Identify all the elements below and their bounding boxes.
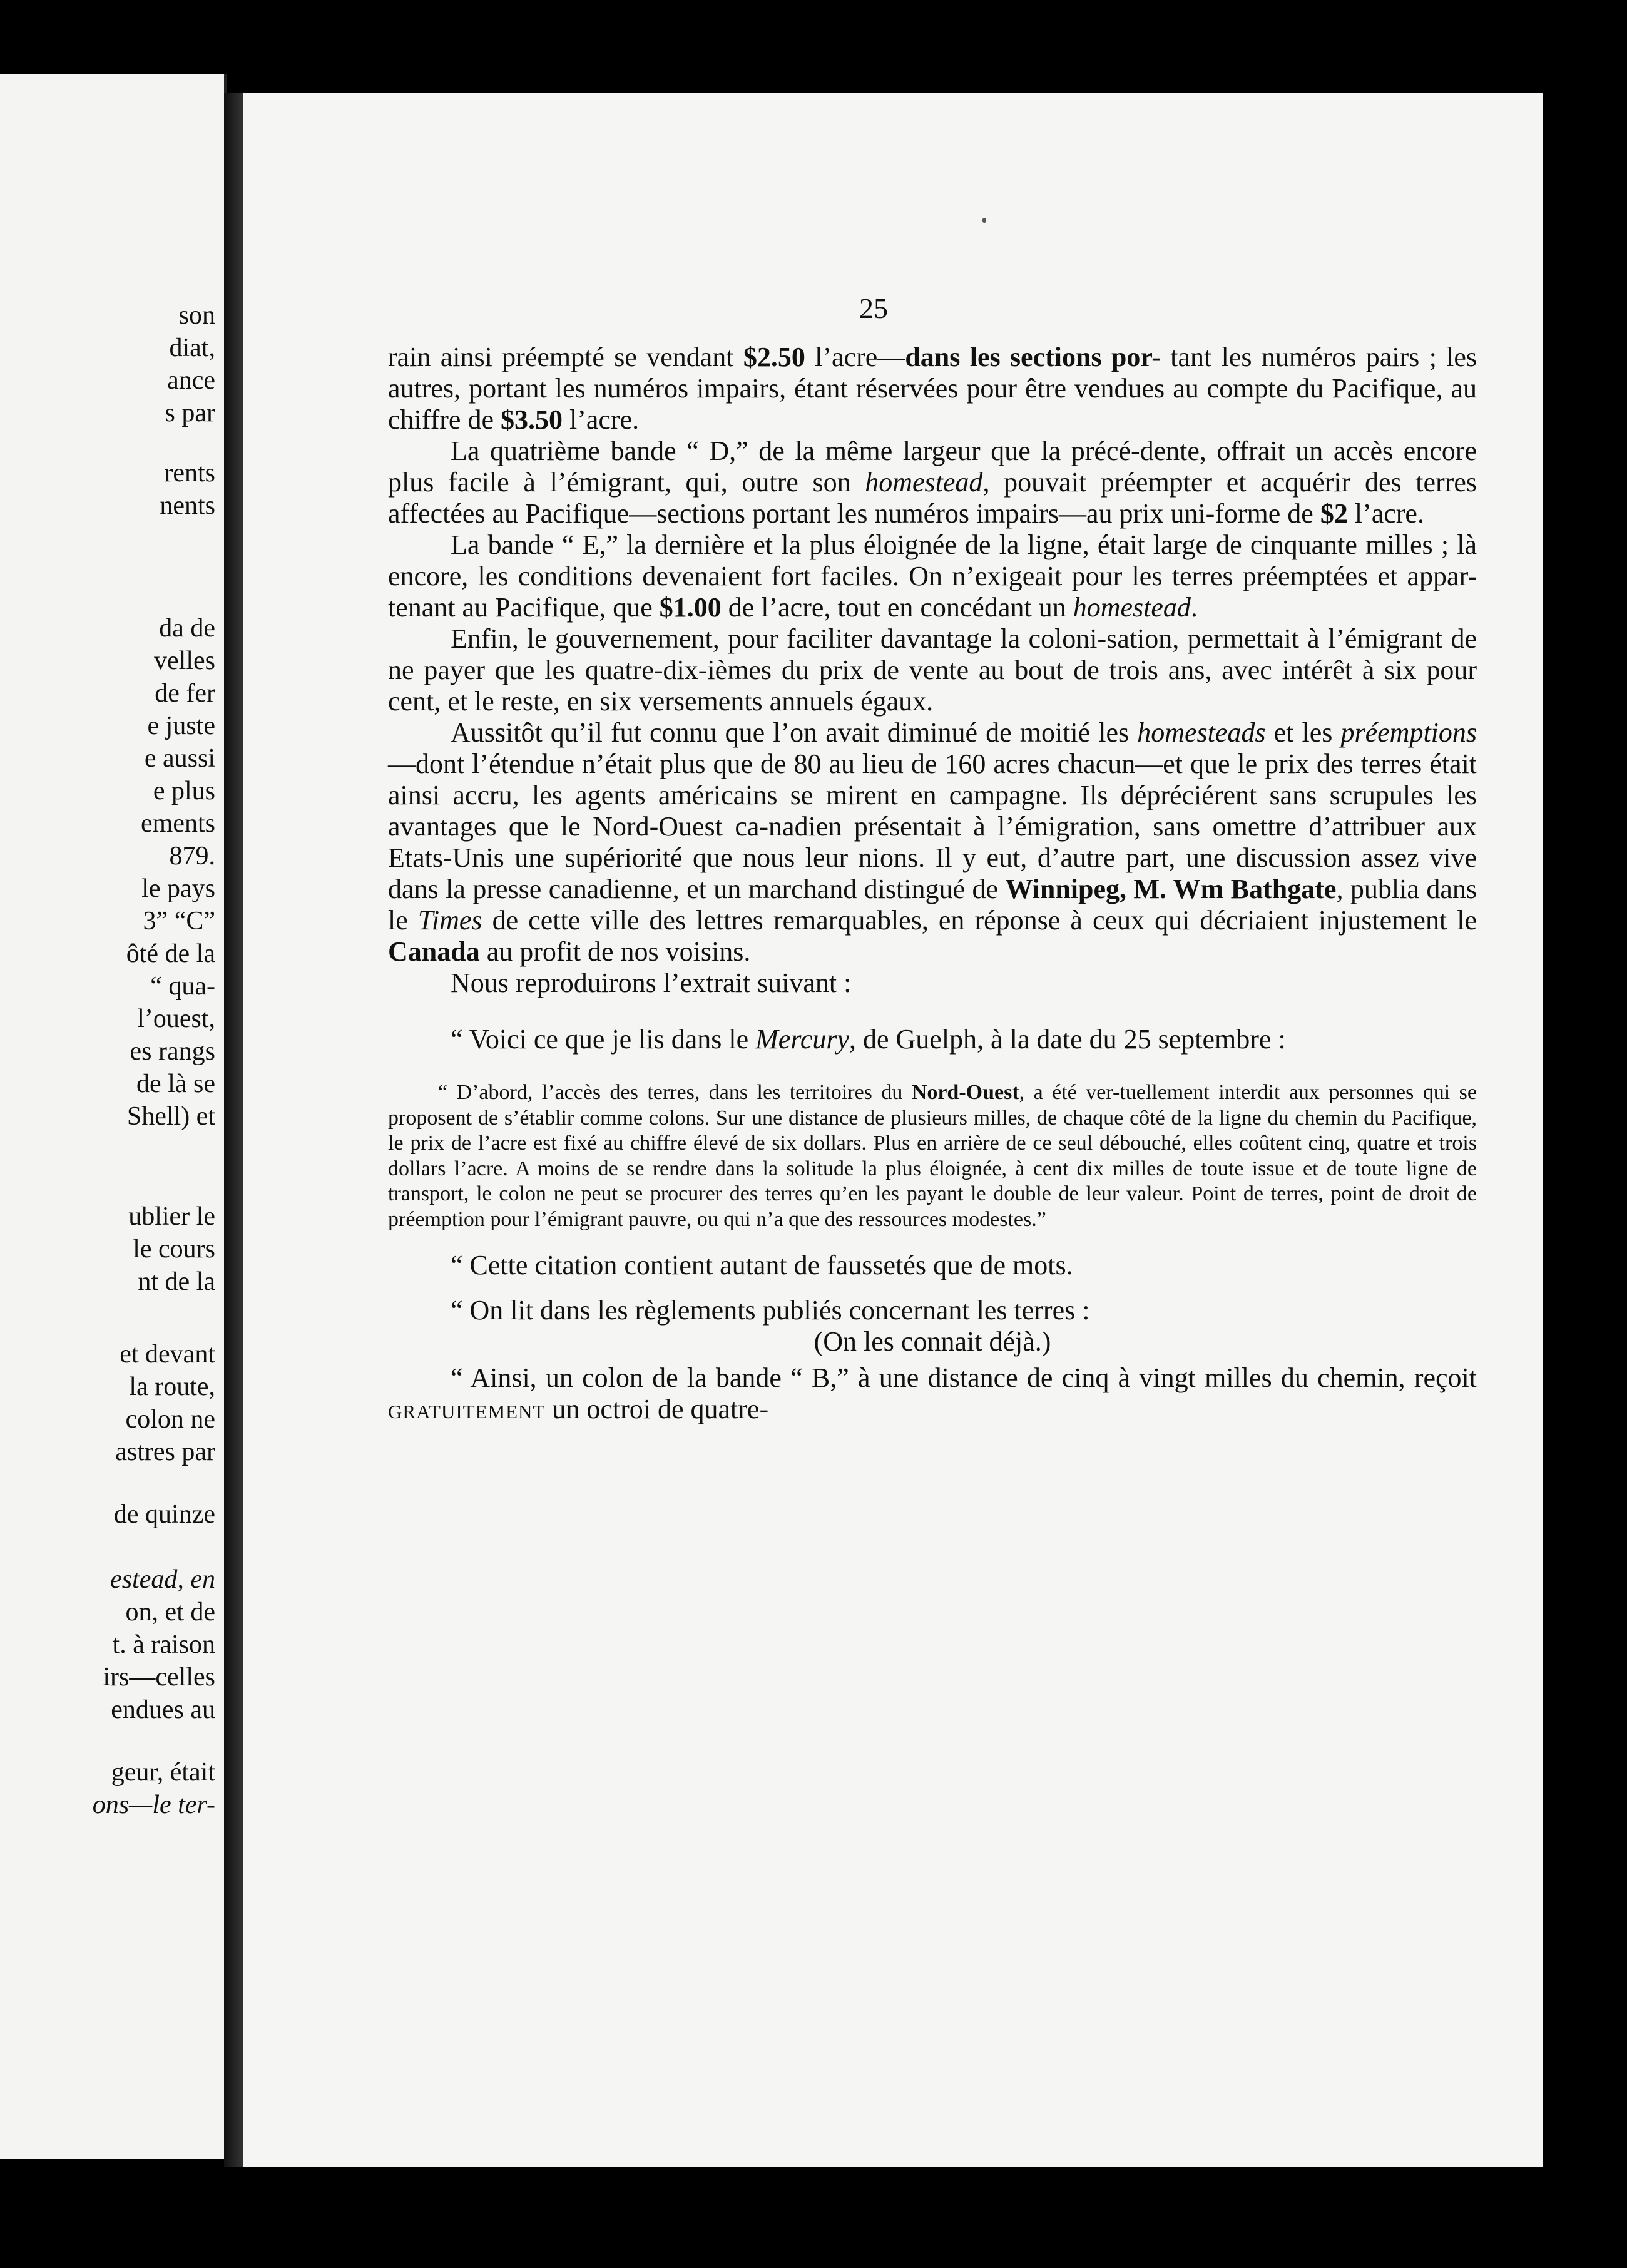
facing-page-line: ons—le ter-	[92, 1790, 215, 1819]
facing-page-line: ements	[141, 809, 215, 838]
text: “ Cette citation contient autant de faussetés que de mots.	[451, 1250, 1073, 1280]
spacer	[388, 1232, 1477, 1250]
text: , de Guelph, à la date du 25 septembre :	[849, 1024, 1286, 1055]
paragraph-gouvernement	[388, 623, 1477, 717]
paragraph-citation	[388, 1250, 1477, 1281]
bold-text: Canada	[388, 936, 480, 967]
facing-page-line: da de	[159, 614, 215, 643]
page-number: 25	[859, 292, 888, 324]
text: , pouvait préempter et acquérir des terres affectées au Pacifique—sections portant les numéros impairs—au prix uni-forme de	[388, 467, 1477, 529]
facing-page-line: endues au	[111, 1695, 215, 1724]
price: $3.50	[500, 404, 563, 435]
facing-page-line: et devant	[120, 1340, 215, 1369]
paragraph-extrait	[388, 968, 1477, 999]
facing-page-line: ance	[167, 366, 215, 395]
spacer	[388, 1281, 1477, 1295]
page-body	[388, 342, 1477, 1425]
price: $1.00	[659, 592, 722, 623]
facing-page-line: 879.	[169, 842, 215, 871]
page-gutter-shadow	[224, 93, 243, 2167]
facing-page-line: son	[178, 301, 215, 330]
italic-term: Times	[417, 905, 482, 936]
text: de cette ville des lettres remarquables, en réponse à ceux qui décriaient injustement le	[482, 905, 1477, 936]
facing-page-line: de là se	[136, 1070, 215, 1098]
paragraph-aussitot	[388, 717, 1477, 968]
facing-page-line: ublier le	[128, 1202, 215, 1231]
facing-page-line: rents	[164, 459, 215, 488]
text: —dont l’étendue n’était plus que de 80 au lieu de 160 acres chacun—et que le prix des terres était ainsi accru, les agents américains se mirent en campagne. Ils dépréciérent sans scrupules les avantages que le Nord-Ouest ca-nadien présentait à l’émigration, sans omettre d’attribuer aux Etats-Unis une supériorité que nous leur nions. Il y eut, d’autre part, une discussion assez vive dans la presse canadienne, et un marchand distingué de	[388, 748, 1477, 904]
text: de l’acre, tout en concédant un	[721, 592, 1073, 623]
italic-term: Mercury	[755, 1024, 849, 1055]
text: l’acre.	[562, 404, 640, 435]
text: “ D’abord, l’accès des terres, dans les territoires du	[438, 1081, 912, 1104]
facing-page-line: colon ne	[125, 1405, 215, 1434]
text: Nous reproduirons l’extrait suivant :	[451, 968, 852, 998]
facing-page-line: irs—celles	[103, 1663, 215, 1692]
text: La quatrième bande “ D,” de la même largeur que la précé-dente, offrait un accès encore plus facile à l’émigrant, qui, outre son	[388, 436, 1477, 498]
facing-page-line: “ qua-	[150, 972, 215, 1001]
text: au profit de nos voisins.	[479, 936, 751, 967]
block-quotation	[388, 1080, 1477, 1232]
facing-page-line: nt de la	[138, 1267, 215, 1296]
text: Aussitôt qu’il fut connu que l’on avait diminué de moitié les	[451, 717, 1138, 748]
paragraph-reglements	[388, 1295, 1477, 1326]
text: l’acre—	[805, 342, 905, 372]
text: “ Voici ce que je lis dans le	[451, 1024, 756, 1055]
small-caps-term: gratuitement	[388, 1394, 546, 1424]
facing-page-line: de fer	[155, 679, 215, 708]
facing-page-line: le pays	[141, 874, 215, 903]
text: et les	[1265, 717, 1341, 748]
facing-page-line: e aussi	[144, 744, 215, 773]
paragraph-bande-e	[388, 529, 1477, 623]
price: $2.50	[743, 342, 805, 372]
facing-page-line: s par	[165, 399, 215, 427]
facing-page-line: de quinze	[113, 1500, 215, 1529]
text: .	[1190, 592, 1198, 623]
facing-page-line: estead, en	[110, 1565, 215, 1594]
facing-page-line: la route,	[129, 1372, 215, 1401]
facing-page-line: geur, était	[111, 1758, 215, 1787]
text: “ Ainsi, un colon de la bande “ B,” à une distance de cinq à vingt milles du chemin, reçoit	[451, 1362, 1477, 1393]
book-page	[243, 93, 1543, 2167]
text: Enfin, le gouvernement, pour faciliter davantage la coloni-sation, permettait à l’émigrant de ne payer que les quatre-dix-ièmes du prix de vente au bout de trois ans, avec intérêt à six pour cent, et le reste, en six versements annuels égaux.	[388, 623, 1477, 717]
text: La bande “ E,” la dernière et la plus éloignée de la ligne, était large de cinquante milles ; là encore, les conditions devenaient fort faciles. On n’exigeait pour les terres préemptées et appar-tenant au Pacifique, que	[388, 529, 1477, 623]
text: (On les connait déjà.)	[814, 1326, 1051, 1357]
facing-page-line: t. à raison	[112, 1630, 215, 1659]
facing-page-line: e juste	[147, 712, 215, 740]
facing-page-line: es rangs	[130, 1037, 215, 1066]
spacer	[388, 1357, 1477, 1362]
text: tant les numéros pairs ; les autres, portant les numéros impairs, étant réservées pour être vendues au compte du Pacifique, au chiffre de	[388, 342, 1477, 435]
centered-note	[388, 1326, 1477, 1357]
text: , publia dans le	[388, 874, 1477, 936]
italic-term: homesteads	[1137, 717, 1266, 748]
paragraph-continuation	[388, 342, 1477, 436]
price: $2	[1320, 498, 1348, 529]
facing-page-line: nents	[160, 491, 215, 520]
facing-page-line: l’ouest,	[137, 1004, 215, 1033]
facing-page-line: 3” “C”	[143, 907, 215, 936]
bold-text: Nord-Ouest	[911, 1081, 1019, 1104]
paragraph-mercury	[388, 1024, 1477, 1055]
text: rain ainsi préempté se vendant	[388, 342, 743, 372]
paragraph-bande-d	[388, 436, 1477, 529]
facing-page-line: astres par	[115, 1438, 215, 1466]
facing-page	[0, 74, 227, 2159]
text: un octroi de quatre-	[545, 1394, 769, 1424]
text: “ On lit dans les règlements publiés concernant les terres :	[451, 1295, 1090, 1326]
facing-page-line: le cours	[133, 1235, 215, 1264]
italic-term: préemptions	[1340, 717, 1477, 748]
bold-text: Winnipeg, M. Wm Bathgate	[1005, 874, 1337, 904]
italic-term: homestead	[1073, 592, 1191, 623]
facing-page-line: diat,	[169, 334, 215, 362]
spacer	[388, 999, 1477, 1024]
italic-term: homestead	[865, 467, 983, 498]
text: , a été ver-tuellement interdit aux personnes qui se proposent de s’établir comme colons. Sur une distance de plusieurs milles, de chaque côté de la ligne du chemin du Pacifique, le prix de l’acre est fixé au chiffre élevé de six dollars. Plus en arrière de ce seul débouché, elles coûtent cinq, quatre et trois dollars l’acre. A moins de se rendre dans la solitude la plus éloignée, à cent dix milles de toute issue et de toute ligne de transport, le colon ne peut se procurer des terres qu’en les payant le double de leur valeur. Point de terres, point de droit de préemption pour l’émigrant pauvre, ou qui n’a que des ressources modestes.”	[388, 1081, 1477, 1231]
facing-page-line: velles	[154, 646, 215, 675]
facing-page-line: on, et de	[125, 1598, 215, 1627]
spacer	[388, 1055, 1477, 1080]
paper-speck	[982, 218, 986, 223]
facing-page-line: Shell) et	[126, 1102, 215, 1131]
facing-page-line: e plus	[153, 777, 215, 805]
text: l’acre.	[1347, 498, 1424, 529]
facing-page-line: ôté de la	[126, 939, 215, 968]
bold-text: dans les sections por-	[905, 342, 1161, 372]
paragraph-ainsi	[388, 1362, 1477, 1425]
